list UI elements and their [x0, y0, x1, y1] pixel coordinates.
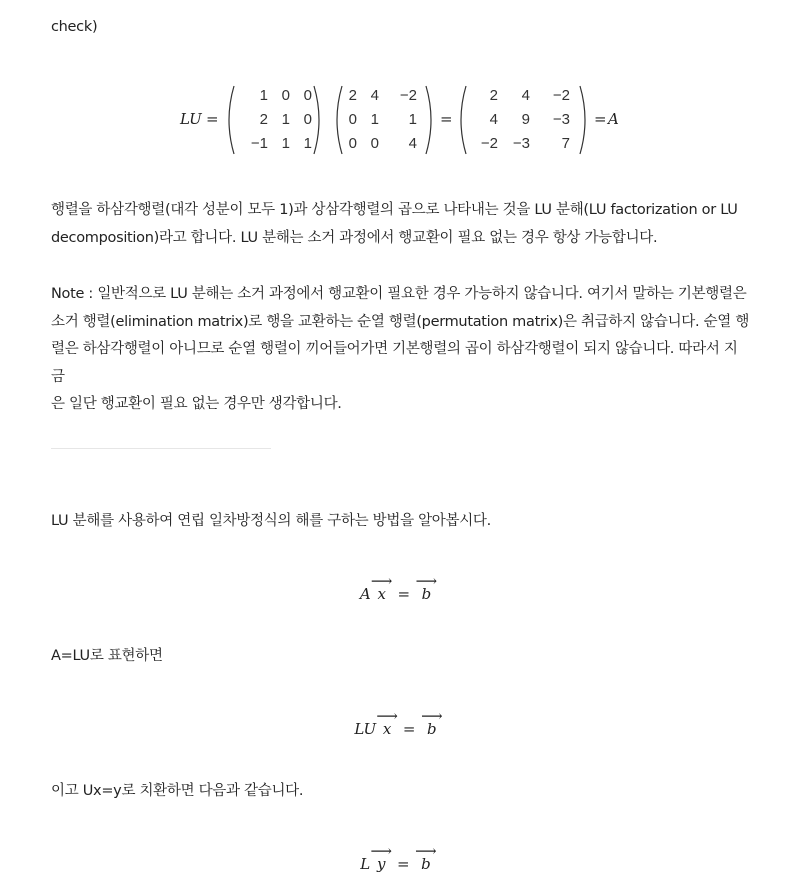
lu-lhs: LU [180, 110, 202, 128]
matrix-l [222, 84, 326, 156]
paragraph-lu-definition-line2: decomposition)라고 합니다. LU 분해는 소거 과정에서 행교환이 필요 없는 경우 항상 가능합니다. [51, 229, 658, 246]
paragraph-lu-definition-line1: 행렬을 하삼각행렬(대각 성분이 모두 1)과 상삼각행렬의 곱으로 나타내는 것을 LU 분해(LU factorization or LU [51, 202, 738, 218]
matrix-a-cell: −3 [552, 111, 570, 128]
eq3-x-vector: ⟶ x [381, 720, 393, 738]
matrix-a-cell: 2 [489, 87, 498, 104]
matrix-l-cell: 0 [303, 111, 312, 128]
eq2-equals: = [397, 585, 411, 603]
lu-equals: = [206, 110, 219, 128]
matrix-u-cell: 2 [348, 87, 357, 104]
equation-lux-b [0, 720, 793, 738]
matrix-u-cell: 0 [348, 111, 357, 128]
matrix-u-cell: 0 [348, 135, 357, 152]
section-divider [51, 448, 271, 449]
paragraph-a-equals-lu: A=LU로 표현하면 [51, 648, 163, 664]
matrix-l-cell: 0 [303, 87, 312, 104]
paragraph-note-line4: 은 일단 행교환이 필요 없는 경우만 생각합니다. [51, 396, 342, 412]
equation-ly-b [0, 855, 793, 873]
matrix-a-cell: 4 [521, 87, 530, 104]
matrix-a-grid [466, 84, 570, 156]
eq4-b-vector: ⟶ b [419, 855, 433, 873]
matrix-a-cell: 9 [521, 111, 530, 128]
paragraph-note-line2: 소거 행렬(elimination matrix)로 행을 교환하는 순열 행렬(permutation matrix)은 취급하지 않습니다. 순열 행 [51, 313, 750, 330]
lu-equals-2: = [440, 110, 453, 128]
matrix-u-cell: 1 [370, 111, 379, 128]
eq2-x-vector: ⟶ x [375, 585, 387, 603]
intro-text: check) [51, 19, 98, 35]
eq4-lhs: L [360, 855, 371, 873]
matrix-a-cell: −2 [480, 135, 498, 152]
paragraph-substitution: 이고 Ux=y로 치환하면 다음과 같습니다. [51, 783, 304, 799]
eq3-b-vector: ⟶ b [425, 720, 439, 738]
eq3-equals: = [402, 720, 416, 738]
matrix-l-cell: 0 [281, 87, 290, 104]
lu-equals-3: = [594, 110, 607, 128]
matrix-u-cell: 4 [408, 135, 417, 152]
matrix-u-cell: 0 [370, 135, 379, 152]
eq3-lhs: LU [354, 720, 377, 738]
paragraph-note [51, 281, 751, 419]
paragraph-method-intro: LU 분해를 사용하여 연립 일차방정식의 해를 구하는 방법을 알아봅시다. [51, 513, 491, 529]
matrix-a-cell: 4 [489, 111, 498, 128]
matrix-a-cell: −3 [512, 135, 530, 152]
matrix-u-grid [342, 84, 417, 156]
matrix-a [456, 84, 590, 156]
paragraph-lu-definition [51, 197, 751, 252]
eq2-b-vector: ⟶ b [420, 585, 434, 603]
eq4-equals: = [397, 855, 410, 873]
matrix-l-cell: 1 [303, 135, 312, 152]
eq4-y-vector: ⟶ y [375, 855, 387, 873]
matrix-l-cell: 1 [281, 135, 290, 152]
matrix-l-grid [240, 84, 312, 156]
matrix-a-cell: −2 [552, 87, 570, 104]
matrix-u-cell: 4 [370, 87, 379, 104]
matrix-a-cell: 7 [561, 135, 570, 152]
paragraph-note-line3: 렬은 하삼각행렬이 아니므로 순열 행렬이 끼어들어가면 기본행렬의 곱이 하삼각행렬이 되지 않습니다. 따라서 지금 [51, 341, 738, 385]
paragraph-note-line1: Note : 일반적으로 LU 분해는 소거 과정에서 행교환이 필요한 경우 가능하지 않습니다. 여기서 말하는 기본행렬은 [51, 286, 747, 302]
matrix-l-cell: 2 [259, 111, 268, 128]
matrix-u-cell: 1 [408, 111, 417, 128]
matrix-u [332, 84, 436, 156]
matrix-u-cell: −2 [399, 87, 417, 104]
eq2-lhs: A [359, 585, 371, 603]
matrix-l-cell: 1 [259, 87, 268, 104]
matrix-l-cell: 1 [281, 111, 290, 128]
equation-ax-b [0, 585, 793, 603]
matrix-l-cell: −1 [250, 135, 268, 152]
lu-rhs: A [608, 110, 619, 128]
